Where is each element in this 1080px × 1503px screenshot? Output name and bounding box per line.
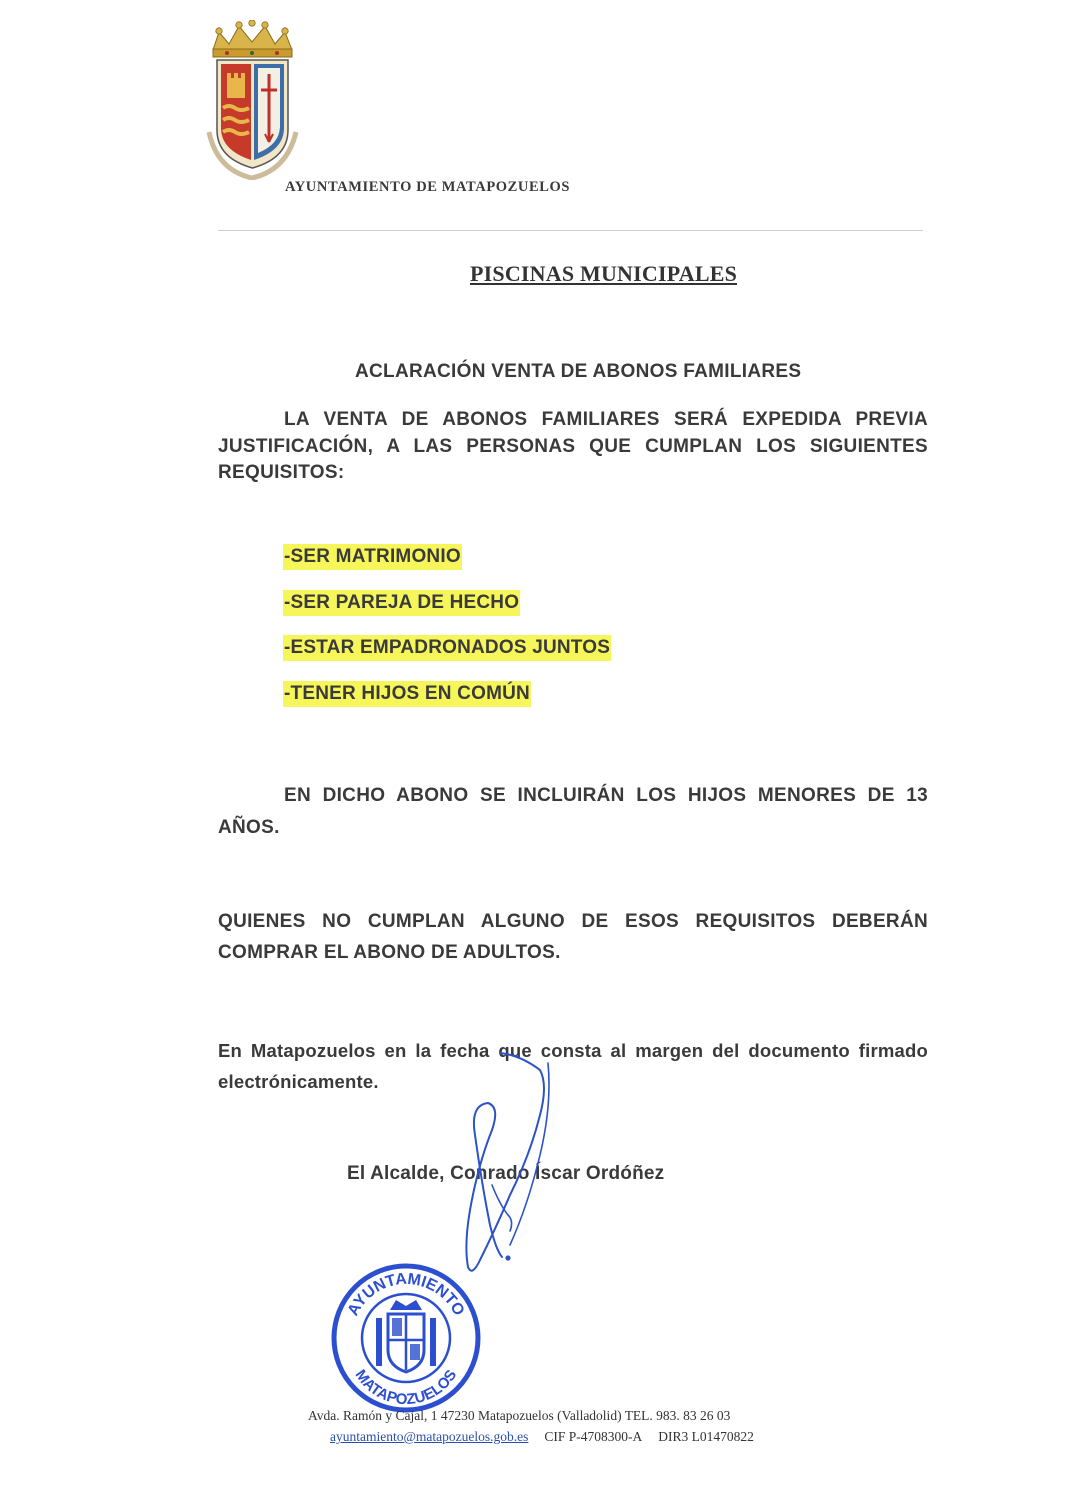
official-seal-icon <box>330 1262 482 1414</box>
footer <box>308 1405 754 1447</box>
signature-icon <box>430 1045 570 1295</box>
document-title: PISCINAS MUNICIPALES <box>470 261 738 286</box>
not-meeting-note: QUIENES NO CUMPLAN ALGUNO DE ESOS REQUISITOS DEBERÁN COMPRAR EL ABONO DE ADULTOS. <box>218 911 928 963</box>
requirement-text: -ESTAR EMPADRONADOS JUNTOS <box>283 635 611 661</box>
requirement-item <box>283 637 611 683</box>
requirement-text: -SER PAREJA DE HECHO <box>283 590 520 616</box>
requirements-list <box>283 546 611 728</box>
children-note: EN DICHO ABONO SE INCLUIRÁN LOS HIJOS MENORES DE 13 AÑOS. <box>218 785 928 838</box>
coat-of-arms-icon <box>205 20 300 180</box>
seal-top-text: AYUNTAMIENTO <box>344 1270 468 1319</box>
intro-paragraph: LA VENTA DE ABONOS FAMILIARES SERÁ EXPEDIDA PREVIA JUSTIFICACIÓN, A LAS PERSONAS QUE CUMPLAN LOS SIGUIENTES REQUISITOS: <box>218 409 928 483</box>
date-note: En Matapozuelos en la fecha que consta al margen del documento firmado electrónicamente. <box>218 1040 928 1092</box>
footer-dir3: DIR3 L01470822 <box>658 1429 754 1444</box>
requirement-item <box>283 683 611 729</box>
requirement-item <box>283 546 611 592</box>
requirement-item <box>283 592 611 638</box>
document-subtitle: ACLARACIÓN VENTA DE ABONOS FAMILIARES <box>355 361 802 382</box>
footer-contact-line <box>308 1426 754 1447</box>
header-divider <box>218 230 923 231</box>
signer-name: El Alcalde, Conrado Íscar Ordóñez <box>347 1163 665 1184</box>
requirement-text: -TENER HIJOS EN COMÚN <box>283 681 531 707</box>
requirement-text: -SER MATRIMONIO <box>283 544 462 570</box>
organization-name: AYUNTAMIENTO DE MATAPOZUELOS <box>285 179 571 195</box>
footer-address: Avda. Ramón y Cajal, 1 47230 Matapozuelos (Valladolid) TEL. 983. 83 26 03 <box>308 1408 731 1423</box>
seal-bottom-text: MATAPOZUELOS <box>351 1366 461 1409</box>
footer-email-link[interactable]: ayuntamiento@matapozuelos.gob.es <box>330 1429 529 1444</box>
footer-cif: CIF P-4708300-A <box>544 1429 643 1444</box>
